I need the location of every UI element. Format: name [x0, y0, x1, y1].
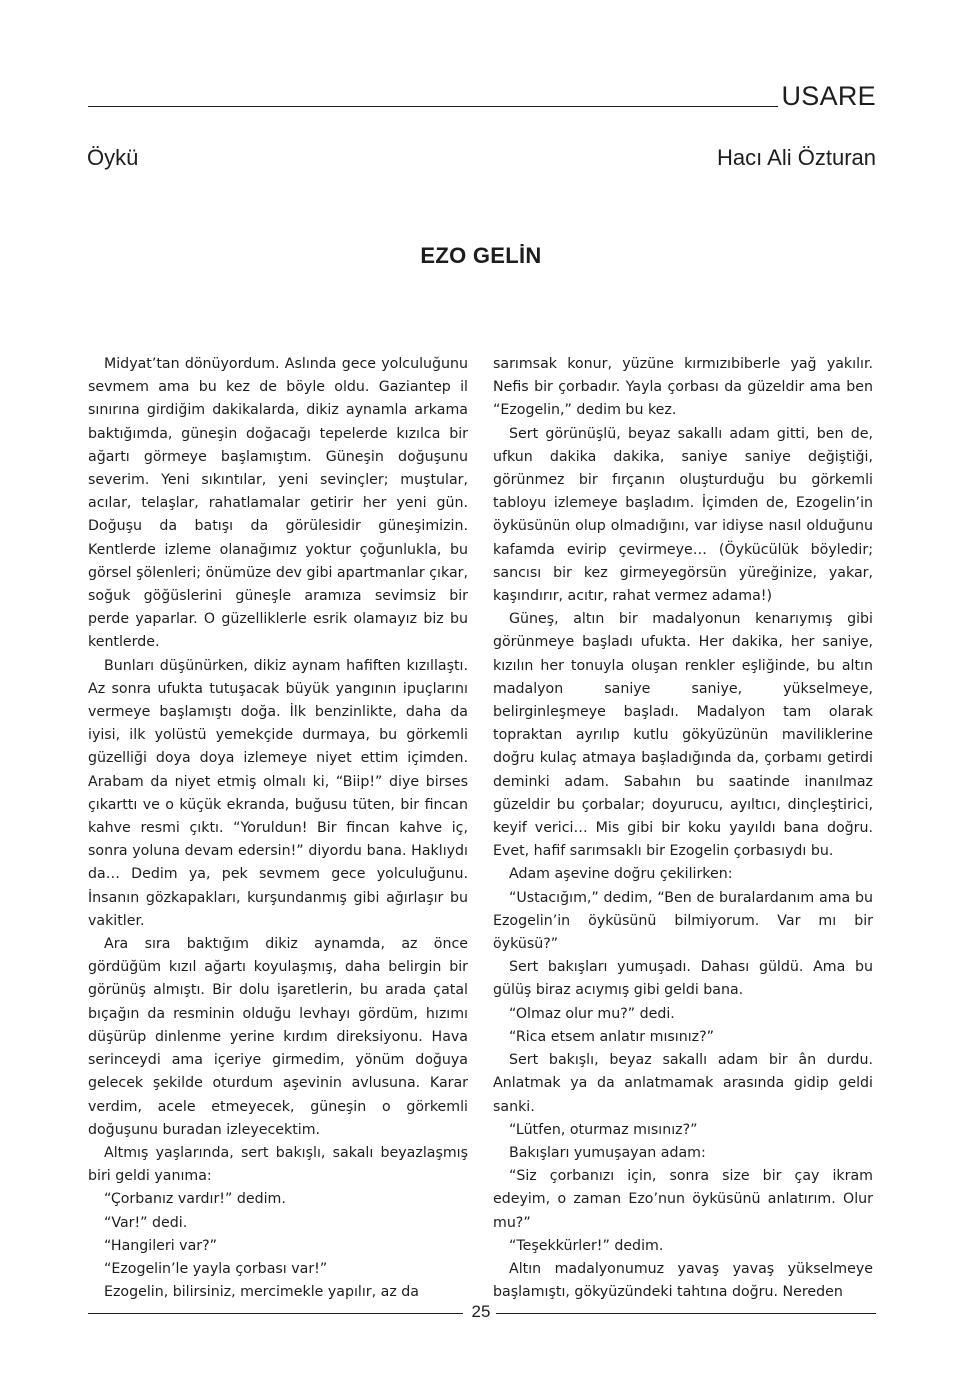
paragraph: Ezogelin, bilirsiniz, mercimekle yapılır, az da — [104, 1284, 419, 1301]
paragraph: “Ezogelin’le yayla çorbası var!” — [104, 1260, 328, 1277]
left-column — [88, 353, 468, 1303]
paragraph: Bunları düşünürken, dikiz aynam hafiften kızıllaştı. Az sonra ufukta tutuşacak büyük yangının ipuçlarını vermeye başlamıştı doğa. İlk benzinlikte, daha da iyisi, ilk yolüstü yemekçide durmaya, bu görkemli güzelliği doya doya izlemeye niyet ettim içimden. Arabam da niyet etmiş olmalı ki, “Biip!” diye birses çıkarttı ve o küçük ekranda, buğusu tüten, bir fincan kahve resmi çıktı. “Yoruldun! Bir fincan kahve iç, sonra yoluna devam edersin!” diyordu bana. Haklıydı da… Dedim ya, pek sevmem gece yolculuğunu. İnsanın gözkapakları, kurşundanmış gibi ağırlaşır bu vakitler. — [88, 657, 468, 929]
paragraph: Adam aşevine doğru çekilirken: — [509, 866, 733, 883]
paragraph: Sert görünüşlü, beyaz sakallı adam gitti, ben de, ufkun dakika dakika, saniye saniye değiştiği, görünmez bir fırçanın oluşturduğu bu görkemli tabloyu izlemeye başladım. İçimden de, Ezogelin’in öyküsünün olup olmadığını, var idiyse nasıl olduğunu kafamda evirip çevirmeye… (Öykücülük böyledir; sancısı bir kez girmeyegörsün yüreğinize, yakar, kaşındırır, acıtır, rahat vermez adama!) — [493, 425, 873, 605]
paragraph: “Ustacığım,” dedim, “Ben de buralardanım ama bu Ezogelin’in öyküsünü bilmiyorum. Var mı bir öyküsü?” — [493, 889, 873, 953]
footer-rule-right — [496, 1313, 876, 1314]
paragraph: Sert bakışlı, beyaz sakallı adam bir ân durdu. Anlatmak ya da anlatmamak arasında gidip geldi sanki. — [493, 1052, 873, 1115]
paragraph: “Lütfen, oturmaz mısınız?” — [509, 1121, 698, 1138]
paragraph: “Hangileri var?” — [104, 1237, 217, 1254]
paragraph: Midyat’tan dönüyordum. Aslında gece yolculuğunu sevmem ama bu kez de böyle oldu. Gaziantep il sınırına girdiğim dakikalarda, dikiz aynamla arkama baktığımda, güneşin doğacağı tepelerde kızılca bir ağartı görmeye başlamıştım. Güneşin doğuşunu severim. Yeni sıkıntılar, yeni sevinçler; muştular, acılar, telaşlar, rahatlamalar getirir her yeni gün. Doğuşu da batışı da görülesidir güneşimizin. Kentlerde izleme olanağımız yoktur çoğunlukla, bu görsel şölenleri; önümüze dev gibi apartmanlar çıkar, soğuk göğüslerini güneşle aramıza sevimsiz bir perde yaparlar. O güzelliklerle esrik olamayız biz bu kentlerde. — [88, 356, 468, 651]
page-number: 25 — [471, 1302, 491, 1321]
section-label: Öykü — [87, 145, 139, 170]
paragraph: Sert bakışları yumuşadı. Dahası güldü. Ama bu gülüş biraz acıymış gibi geldi bana. — [493, 959, 873, 999]
right-column — [493, 353, 873, 1303]
paragraph: Bakışları yumuşayan adam: — [509, 1144, 706, 1161]
paragraph: “Var!” dedi. — [104, 1214, 188, 1231]
journal-name: USARE — [781, 81, 876, 111]
story-title: EZO GELİN — [420, 243, 542, 268]
paragraph: “Çorbanız vardır!” dedim. — [104, 1191, 286, 1208]
paragraph: Altmış yaşlarında, sert bakışlı, sakalı beyazlaşmış biri geldi yanıma: — [88, 1144, 468, 1185]
paragraph: “Rica etsem anlatır mısınız?” — [509, 1028, 714, 1045]
paragraph: “Olmaz olur mu?” dedi. — [509, 1005, 675, 1022]
paragraph: “Siz çorbanızı için, sonra size bir çay ikram edeyim, o zaman Ezo’nun öyküsünü anlatırım. Olur mu?” — [493, 1168, 873, 1231]
paragraph: Ara sıra baktığım dikiz aynamda, az önce gördüğüm kızıl ağartı koyulaşmış, daha belirgin bir görünüş almıştı. Bir dolu işaretlerin, bu arada çatal bıçağın da resminin olduğu levhayı gördüm, hızımı düşürüp dinlenme yerine kırdım direksiyonu. Hava serinceydi ama içeriye girmedim, yönüm doğuya gelecek şekilde oturdum aşevinin avlusuna. Karar verdim, acele etmeyecek, güneşin o görkemli doğuşunu buradan izleyecektim. — [88, 936, 468, 1138]
paragraph: “Teşekkürler!” dedim. — [509, 1237, 664, 1254]
header-rule — [88, 106, 778, 107]
paragraph: sarımsak konur, yüzüne kırmızıbiberle yağ yakılır. Nefis bir çorbadır. Yayla çorbası da güzeldir ama ben “Ezogelin,” dedim bu kez. — [493, 356, 873, 419]
paragraph: Altın madalyonumuz yavaş yavaş yükselmeye başlamıştı, gökyüzündeki tahtına doğru. Nereden — [493, 1260, 873, 1301]
author-name: Hacı Ali Özturan — [717, 145, 876, 170]
paragraph: Güneş, altın bir madalyonun kenarıymış gibi görünmeye başladı ufukta. Her dakika, her saniye, kızılın her tonuyla oluşan renkler eşliğinde, bu altın madalyon saniye saniye, yükselmeye, belirginleşmeye başladı. Madalyon tam olarak topraktan ayrılıp kutlu gökyüzünün maviliklerine doğru kulaç atmaya başladığında da, çorbamı getirdi deminki adam. Sabahın bu saatinde inanılmaz güzeldir bu çorbalar; doyurucu, ayıltıcı, dinçleştirici, keyif verici… Mis gibi bir koku yayıldı bana doğru. Evet, hafif sarımsaklı bir Ezogelin çorbasıydı bu. — [493, 611, 873, 860]
